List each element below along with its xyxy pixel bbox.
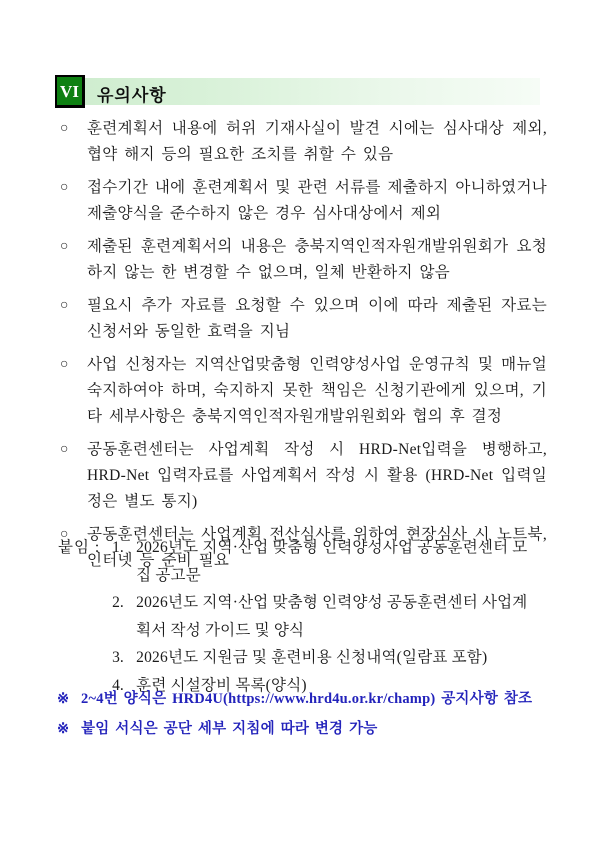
attachment-number: 4. <box>112 676 124 694</box>
circle-bullet-icon: ○ <box>60 442 69 457</box>
notice-item <box>60 352 547 430</box>
attachments-section <box>58 534 536 699</box>
reference-mark-icon: ※ <box>57 721 70 737</box>
notice-text: 공동훈련센터는 사업계획 작성 시 HRD-Net입력을 병행하고, HRD-Net 입력자료를 사업계획서 작성 시 활용 (HRD-Net 입력일정은 별도 통지) <box>87 441 547 510</box>
notice-text: 훈련계획서 내용에 허위 기재사실이 발견 시에는 심사대상 제외, 협약 해지 등의 필요한 조치를 취할 수 있음 <box>87 120 547 163</box>
attachments-list <box>112 534 536 699</box>
attachment-number: 2. <box>112 594 124 611</box>
attachments-label: 붙임 : <box>58 539 101 556</box>
notice-text: 공동훈련센터는 사업계획 전산심사를 위하여 현장심사 시 노트북, 인터넷 등 준비 필요 <box>87 526 547 569</box>
notice-text: 제출된 훈련계획서의 내용은 충북지역인적자원개발위원회가 요청하지 않는 한 변경할 수 없으며, 일체 반환하지 않음 <box>87 238 547 281</box>
footnote-text: 붙임 서식은 공단 세부 지침에 따라 변경 가능 <box>81 721 378 737</box>
attachment-item <box>112 534 536 589</box>
attachment-text: 2026년도 지원금 및 훈련비용 신청내역(일람표 포함) <box>136 649 488 666</box>
circle-bullet-icon: ○ <box>60 180 69 195</box>
notice-item <box>60 175 547 227</box>
notice-item <box>60 234 547 286</box>
notice-item <box>60 116 547 168</box>
notice-text: 접수기간 내에 훈련계획서 및 관련 서류를 제출하지 아니하였거나 제출양식을 준수하지 않은 경우 심사대상에서 제외 <box>87 179 547 222</box>
circle-bullet-icon: ○ <box>60 121 69 136</box>
notice-list <box>60 116 547 581</box>
attachment-text: 2026년도 지역·산업 맞춤형 인력양성사업 공동훈련센터 모집 공고문 <box>136 539 528 584</box>
attachment-item <box>112 644 536 672</box>
circle-bullet-icon: ○ <box>60 527 69 542</box>
notice-item <box>60 437 547 515</box>
section-number-box <box>55 75 85 108</box>
footnotes-section <box>57 684 547 744</box>
notice-item <box>60 293 547 345</box>
attachment-text: 훈련 시설장비 목록(양식) <box>136 676 307 694</box>
notice-text: 필요시 추가 자료를 요청할 수 있으며 이에 따라 제출된 자료는 신청서와 동일한 효력을 지님 <box>87 297 547 340</box>
footnote <box>57 684 547 714</box>
section-header <box>55 78 540 105</box>
footnote-text: 2~4번 양식은 HRD4U(https://www.hrd4u.or.kr/champ) 공지사항 참조 <box>81 691 533 707</box>
section-number: VI <box>60 81 79 101</box>
attachment-number: 1. <box>112 539 124 556</box>
attachment-number: 3. <box>112 649 124 666</box>
reference-mark-icon: ※ <box>57 691 70 707</box>
circle-bullet-icon: ○ <box>60 298 69 313</box>
circle-bullet-icon: ○ <box>60 239 69 254</box>
footnote <box>57 714 547 744</box>
attachment-text: 2026년도 지역·산업 맞춤형 인력양성 공동훈련센터 사업계획서 작성 가이드 및 양식 <box>136 594 528 639</box>
circle-bullet-icon: ○ <box>60 357 69 372</box>
notice-text: 사업 신청자는 지역산업맞춤형 인력양성사업 운영규칙 및 매뉴얼 숙지하여야 하며, 숙지하지 못한 책임은 신청기관에게 있으며, 기타 세부사항은 충북지역인적자원개발위원회와 협의 후 결정 <box>87 356 547 425</box>
attachment-item <box>112 589 536 644</box>
section-title: 유의사항 <box>97 86 167 105</box>
